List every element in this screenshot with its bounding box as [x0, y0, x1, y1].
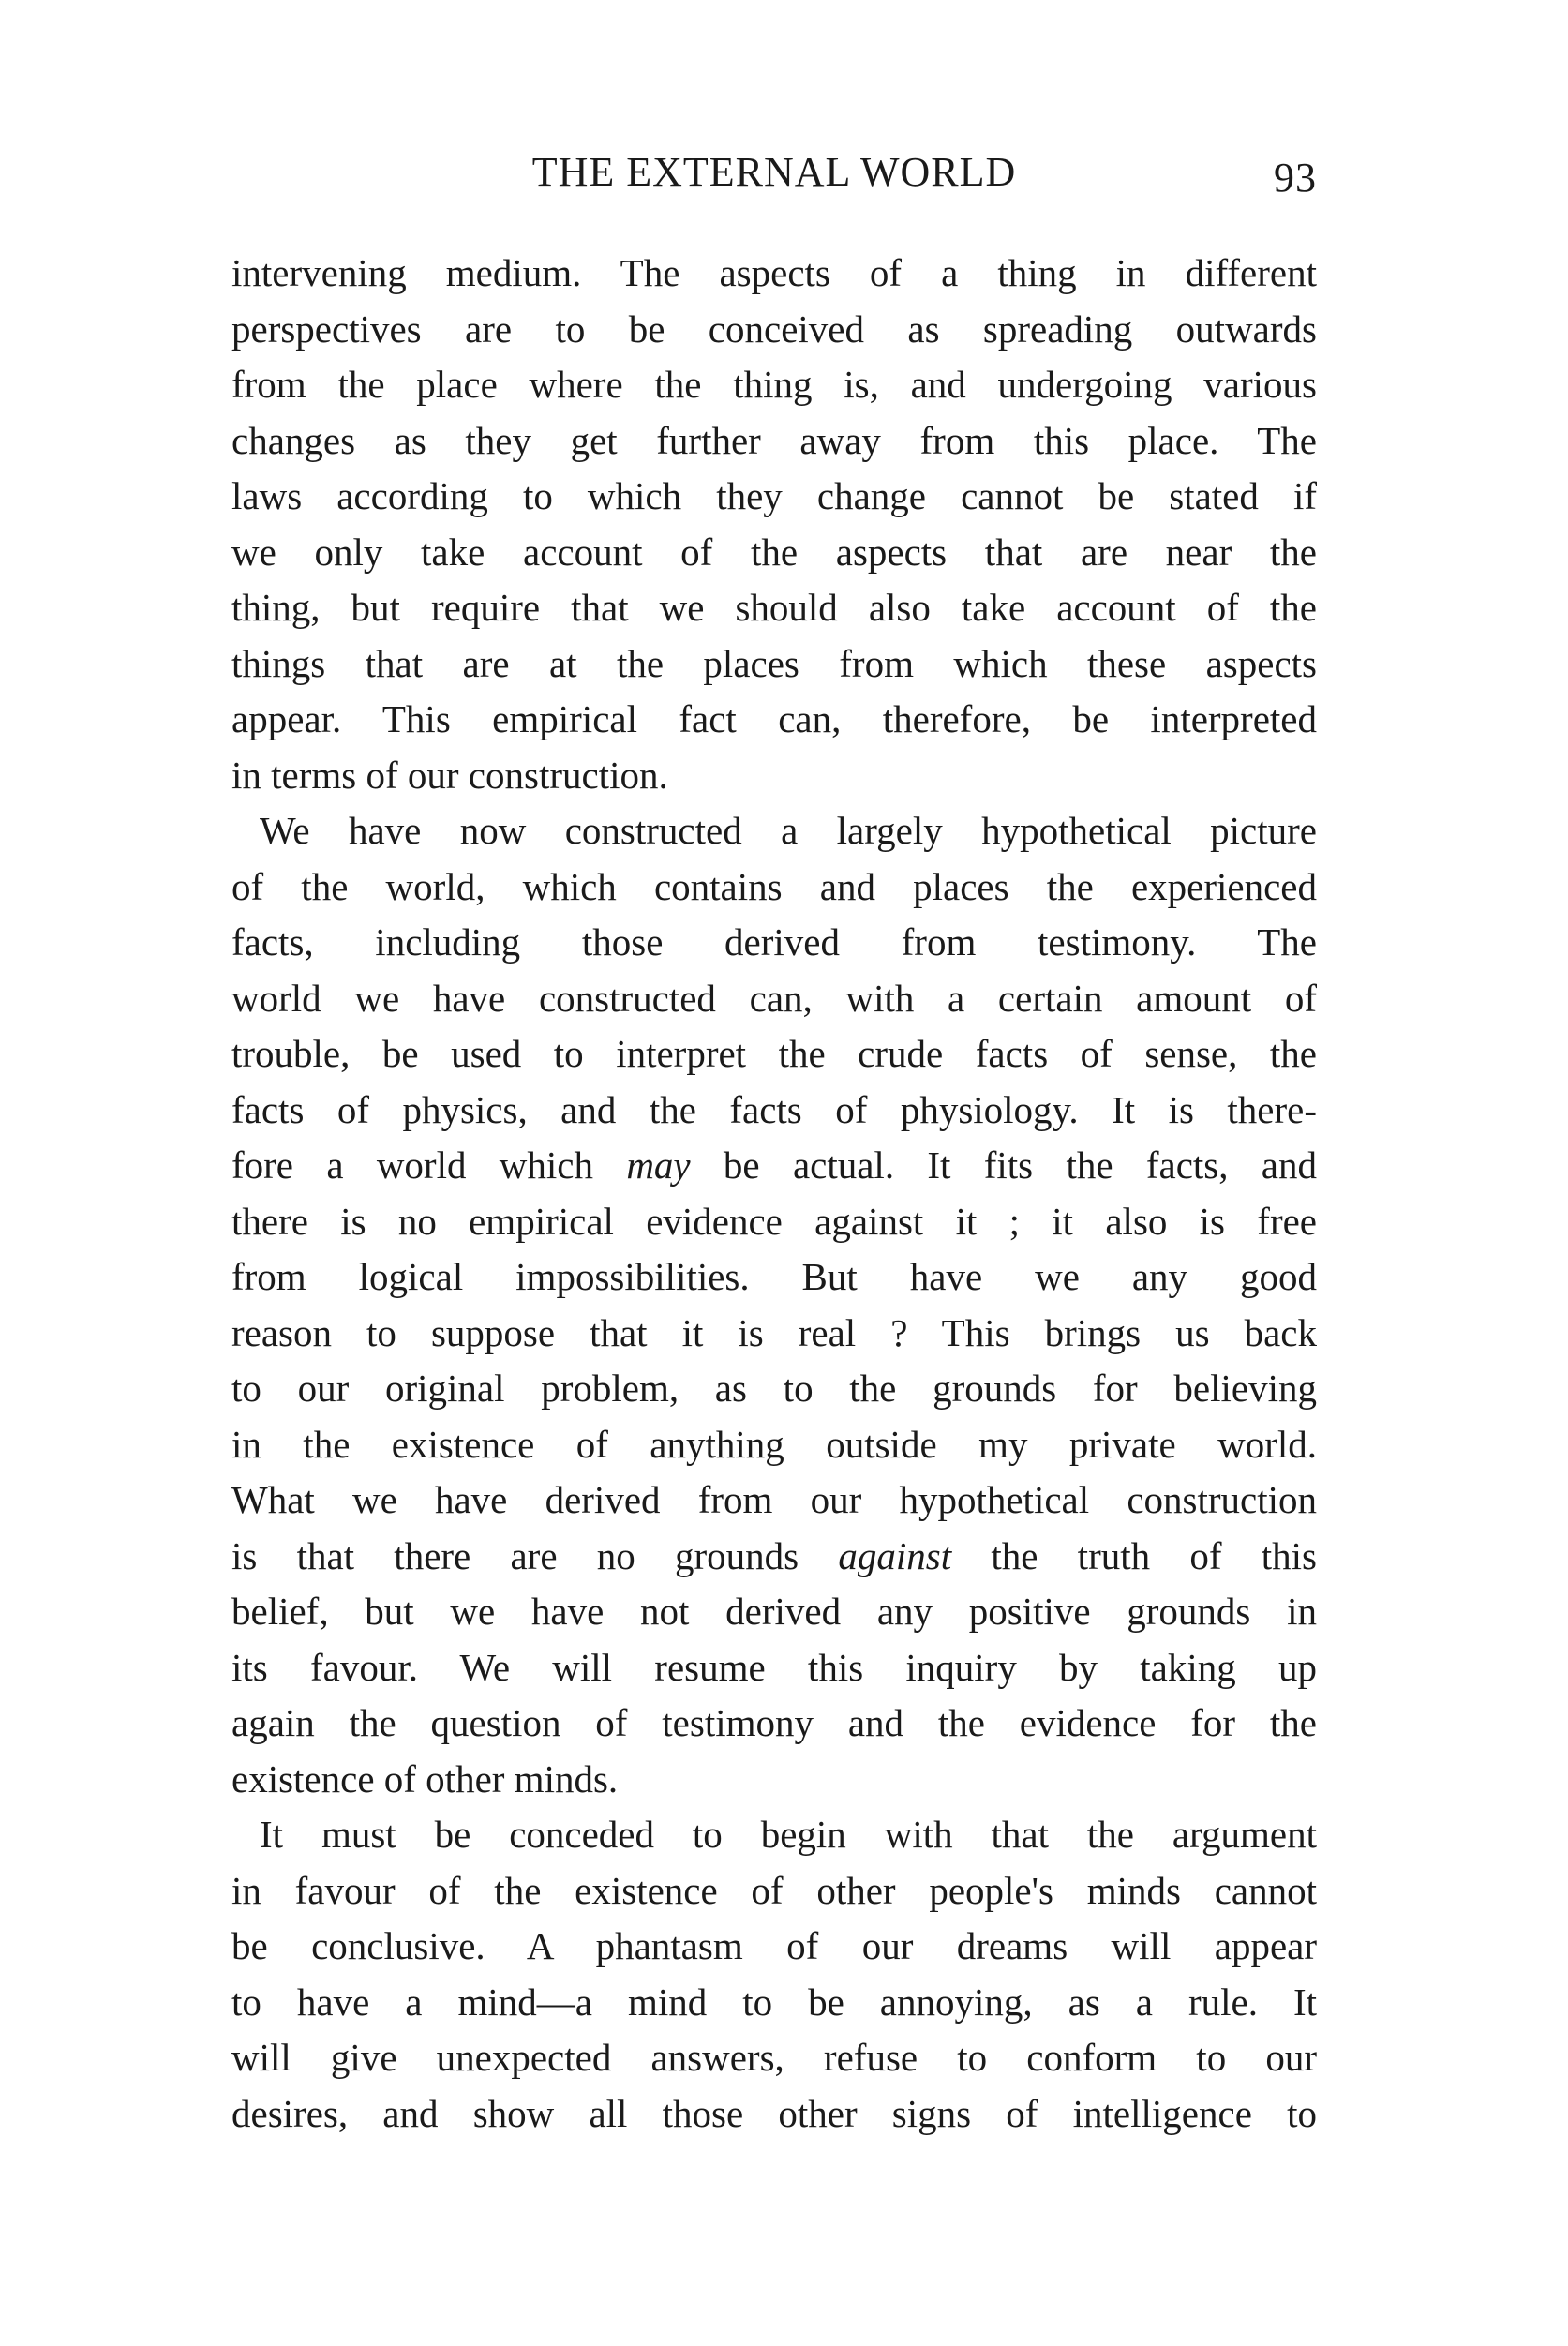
text-line — [231, 692, 1317, 748]
line-text: changes as they get further away from this place. The — [231, 418, 1317, 462]
line-text: world we have constructed can, with a certain amount of — [231, 976, 1317, 1020]
line-text: desires, and show all those other signs of intelligence to — [231, 2091, 1317, 2135]
line-text: the truth of this — [951, 1533, 1317, 1577]
line-text: is that there are no grounds — [231, 1533, 839, 1577]
line-text: in the existence of anything outside my private world. — [231, 1422, 1317, 1466]
text-line — [231, 1696, 1317, 1752]
line-text: we only take account of the aspects that are near the — [231, 530, 1317, 574]
line-text: to have a mind—a mind to be annoying, as a rule. It — [231, 1980, 1317, 2024]
line-text: intervening medium. The aspects of a thing in different — [231, 251, 1317, 294]
running-head — [231, 148, 1317, 204]
line-text: in favour of the existence of other people's minds cannot — [231, 1868, 1317, 1912]
line-text: to our original problem, as to the grounds for believing — [231, 1367, 1317, 1410]
line-text: laws according to which they change cannot be stated if — [231, 474, 1317, 517]
text-line — [231, 2030, 1317, 2086]
text-line — [231, 1863, 1317, 1920]
line-text: thing, but require that we should also take account of the — [231, 586, 1317, 629]
text-line — [231, 1640, 1317, 1696]
text-line — [231, 1138, 1317, 1194]
text-line — [231, 1306, 1317, 1362]
text-line — [231, 580, 1317, 636]
line-text: belief, but we have not derived any positive grounds in — [231, 1590, 1317, 1633]
line-text: from the place where the thing is, and undergoing various — [231, 363, 1317, 406]
text-line — [231, 636, 1317, 693]
line-text: existence of other minds. — [231, 1756, 619, 1801]
text-line — [231, 1083, 1317, 1139]
line-text: What we have derived from our hypothetical construction — [231, 1478, 1317, 1521]
text-line — [231, 1472, 1317, 1529]
text-line — [231, 2086, 1317, 2143]
text-line — [231, 1249, 1317, 1306]
line-text: perspectives are to be conceived as spreading outwards — [231, 306, 1317, 351]
line-text: things that are at the places from which these aspects — [231, 641, 1317, 685]
line-text: of the world, which contains and places the experienced — [231, 864, 1317, 908]
text-line — [231, 859, 1317, 916]
text-line — [231, 1752, 1317, 1808]
text-line — [231, 1417, 1317, 1473]
line-text: appear. This empirical fact can, therefore, be interpreted — [231, 697, 1317, 740]
line-text: its favour. We will resume this inquiry by taking up — [231, 1645, 1317, 1689]
line-text: there is no empirical evidence against it ; it also is free — [231, 1199, 1317, 1243]
running-title: THE EXTERNAL WORLD — [531, 149, 1017, 195]
line-text: be conclusive. A phantasm of our dreams will appear — [231, 1924, 1317, 1967]
text-line — [231, 469, 1317, 525]
page-number: 93 — [1274, 155, 1317, 201]
text-line — [231, 1807, 1317, 1863]
line-text: be actual. It fits the facts, and — [690, 1143, 1317, 1187]
line-text: facts, including those derived from testimony. The — [231, 920, 1317, 964]
text-line — [231, 1361, 1317, 1417]
line-text: in terms of our construction. — [231, 753, 668, 797]
text-line — [231, 915, 1317, 971]
line-text: fore a world which — [231, 1143, 627, 1187]
line-text: will give unexpected answers, refuse to conform to our — [231, 2036, 1317, 2079]
text-line — [231, 1194, 1317, 1250]
text-line — [231, 525, 1317, 581]
italic-word: against — [838, 1533, 952, 1577]
text-line — [231, 413, 1317, 470]
body-text — [231, 246, 1317, 2142]
line-text: We have now constructed a largely hypothetical picture — [260, 809, 1317, 852]
line-text: facts of physics, and the facts of physiology. It is there- — [231, 1087, 1317, 1131]
text-line — [231, 246, 1317, 302]
line-text: reason to suppose that it is real ? This brings us back — [231, 1310, 1317, 1354]
text-line — [231, 1026, 1317, 1083]
line-text: from logical impossibilities. But have we any good — [231, 1255, 1317, 1298]
text-line — [231, 357, 1317, 413]
line-text: It must be conceded to begin with that the argument — [260, 1813, 1317, 1856]
text-line — [231, 971, 1317, 1027]
line-text: again the question of testimony and the evidence for the — [231, 1701, 1317, 1744]
text-line — [231, 1584, 1317, 1640]
text-line — [231, 1975, 1317, 2031]
text-line — [231, 1529, 1317, 1585]
italic-word: may — [626, 1143, 691, 1187]
text-line — [231, 748, 1317, 804]
text-line — [231, 302, 1317, 358]
text-line — [231, 803, 1317, 859]
text-line — [231, 1919, 1317, 1975]
line-text: trouble, be used to interpret the crude facts of sense, the — [231, 1032, 1317, 1075]
